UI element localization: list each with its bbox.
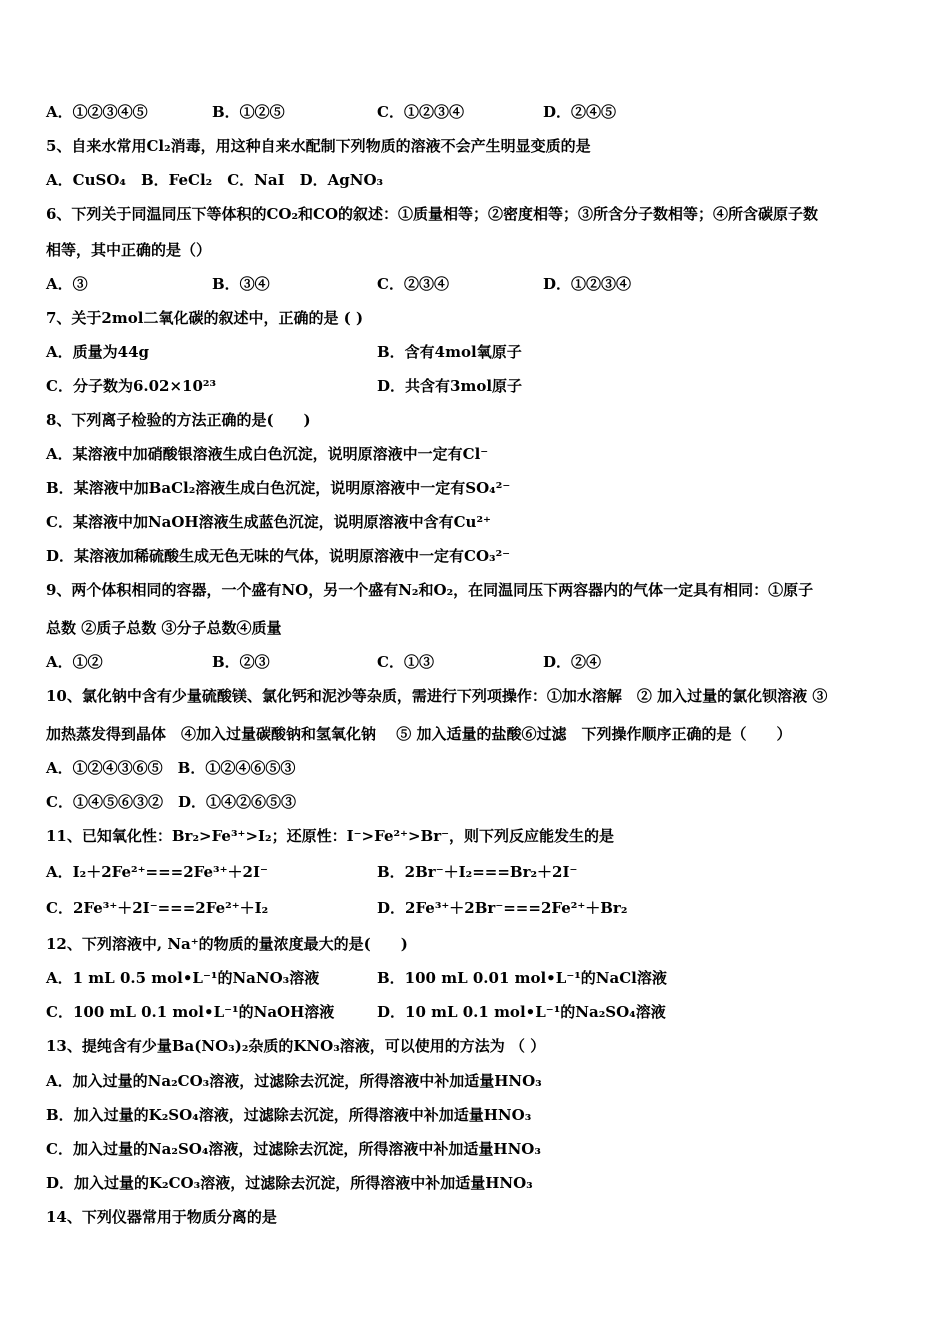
q11-option-b: B．2Br⁻＋I₂===Br₂＋2I⁻ bbox=[377, 863, 578, 881]
q12-option-c: C．100 mL 0.1 mol•L⁻¹的NaOH溶液 bbox=[46, 1003, 335, 1021]
q4-option-b: B．①②⑤ bbox=[212, 103, 285, 121]
q8-option-c: C．某溶液中加NaOH溶液生成蓝色沉淀，说明原溶液中含有Cu²⁺ bbox=[46, 513, 491, 531]
q9-option-b: B．②③ bbox=[212, 653, 270, 671]
q5-stem: 5、自来水常用Cl₂消毒，用这种自来水配制下列物质的溶液不会产生明显变质的是 bbox=[46, 137, 591, 155]
q8-stem: 8、下列离子检验的方法正确的是( ) bbox=[46, 411, 311, 429]
q12-option-b: B．100 mL 0.01 mol•L⁻¹的NaCl溶液 bbox=[377, 969, 667, 987]
q7-option-c: C．分子数为6.02×10²³ bbox=[46, 377, 217, 395]
q13-option-c: C．加入过量的Na₂SO₄溶液，过滤除去沉淀，所得溶液中补加适量HNO₃ bbox=[46, 1140, 541, 1158]
q7-option-b: B．含有4mol氧原子 bbox=[377, 343, 522, 361]
q6-stem-line1: 6、下列关于同温同压下等体积的CO₂和CO的叙述：①质量相等；②密度相等；③所含分子数相等；④所含碳原子数 bbox=[46, 205, 819, 223]
q7-options-row2 bbox=[46, 376, 908, 396]
q6-stem-line2: 相等，其中正确的是（） bbox=[46, 241, 212, 259]
q4-option-a: A．①②③④⑤ bbox=[46, 103, 148, 121]
q12-option-d: D．10 mL 0.1 mol•L⁻¹的Na₂SO₄溶液 bbox=[377, 1003, 666, 1021]
q13-option-d: D．加入过量的K₂CO₃溶液，过滤除去沉淀，所得溶液中补加适量HNO₃ bbox=[46, 1174, 533, 1192]
q12-option-a: A．1 mL 0.5 mol•L⁻¹的NaNO₃溶液 bbox=[46, 969, 320, 987]
q10-stem-line1: 10、氯化钠中含有少量硫酸镁、氯化钙和泥沙等杂质，需进行下列项操作：①加水溶解 ② 加入过量的氯化钡溶液 ③ bbox=[46, 687, 828, 705]
q6-option-c: C．②③④ bbox=[377, 275, 449, 293]
q10-options-row1: A．①②④③⑥⑤ B．①②④⑥⑤③ bbox=[46, 759, 296, 777]
q7-options-row1 bbox=[46, 342, 908, 362]
q11-option-a: A．I₂＋2Fe²⁺===2Fe³⁺＋2I⁻ bbox=[46, 863, 268, 881]
q8-option-b: B．某溶液中加BaCl₂溶液生成白色沉淀，说明原溶液中一定有SO₄²⁻ bbox=[46, 479, 511, 497]
q12-options-row2 bbox=[46, 1002, 908, 1022]
q8-option-a: A．某溶液中加硝酸银溶液生成白色沉淀，说明原溶液中一定有Cl⁻ bbox=[46, 445, 489, 463]
q9-option-c: C．①③ bbox=[377, 653, 434, 671]
q12-options-row1 bbox=[46, 968, 908, 988]
q14-stem: 14、下列仪器常用于物质分离的是 bbox=[46, 1208, 277, 1226]
q7-stem: 7、关于2mol二氧化碳的叙述中，正确的是 ( ) bbox=[46, 309, 364, 327]
q4-option-c: C．①②③④ bbox=[377, 103, 464, 121]
q6-option-b: B．③④ bbox=[212, 275, 270, 293]
q11-options-row2 bbox=[46, 898, 908, 918]
q11-options-row1 bbox=[46, 862, 908, 882]
q11-option-c: C．2Fe³⁺＋2I⁻===2Fe²⁺＋I₂ bbox=[46, 899, 269, 917]
q9-stem-line1: 9、两个体积相同的容器，一个盛有NO，另一个盛有N₂和O₂，在同温同压下两容器内的气体一定具有相同：①原子 bbox=[46, 581, 814, 599]
q9-option-d: D．②④ bbox=[543, 653, 602, 671]
q4-option-d: D．②④⑤ bbox=[543, 103, 617, 121]
q13-option-a: A．加入过量的Na₂CO₃溶液，过滤除去沉淀，所得溶液中补加适量HNO₃ bbox=[46, 1072, 542, 1090]
q9-stem-line2: 总数 ②质子总数 ③分子总数④质量 bbox=[46, 619, 282, 637]
q13-stem: 13、提纯含有少量Ba(NO₃)₂杂质的KNO₃溶液，可以使用的方法为 （ ） bbox=[46, 1037, 546, 1055]
q6-option-d: D．①②③④ bbox=[543, 275, 632, 293]
q12-stem: 12、下列溶液中, Na⁺的物质的量浓度最大的是( ) bbox=[46, 935, 408, 953]
q13-option-b: B．加入过量的K₂SO₄溶液，过滤除去沉淀，所得溶液中补加适量HNO₃ bbox=[46, 1106, 532, 1124]
q11-stem: 11、已知氧化性：Br₂>Fe³⁺>I₂；还原性：I⁻>Fe²⁺>Br⁻，则下列反应能发生的是 bbox=[46, 827, 615, 845]
q5-options: A．CuSO₄ B．FeCl₂ C．NaI D．AgNO₃ bbox=[46, 171, 384, 189]
q7-option-d: D．共含有3mol原子 bbox=[377, 377, 523, 395]
q8-option-d: D．某溶液加稀硫酸生成无色无味的气体，说明原溶液中一定有CO₃²⁻ bbox=[46, 547, 511, 565]
q9-option-a: A．①② bbox=[46, 653, 103, 671]
q11-option-d: D．2Fe³⁺＋2Br⁻===2Fe²⁺＋Br₂ bbox=[377, 899, 628, 917]
q10-options-row2: C．①④⑤⑥③② D．①④②⑥⑤③ bbox=[46, 793, 296, 811]
q7-option-a: A．质量为44g bbox=[46, 343, 150, 361]
q6-option-a: A．③ bbox=[46, 275, 88, 293]
q10-stem-line2: 加热蒸发得到晶体 ④加入过量碳酸钠和氢氧化钠 ⑤ 加入适量的盐酸⑥过滤 下列操作顺序正确的是（ ） bbox=[46, 725, 792, 743]
